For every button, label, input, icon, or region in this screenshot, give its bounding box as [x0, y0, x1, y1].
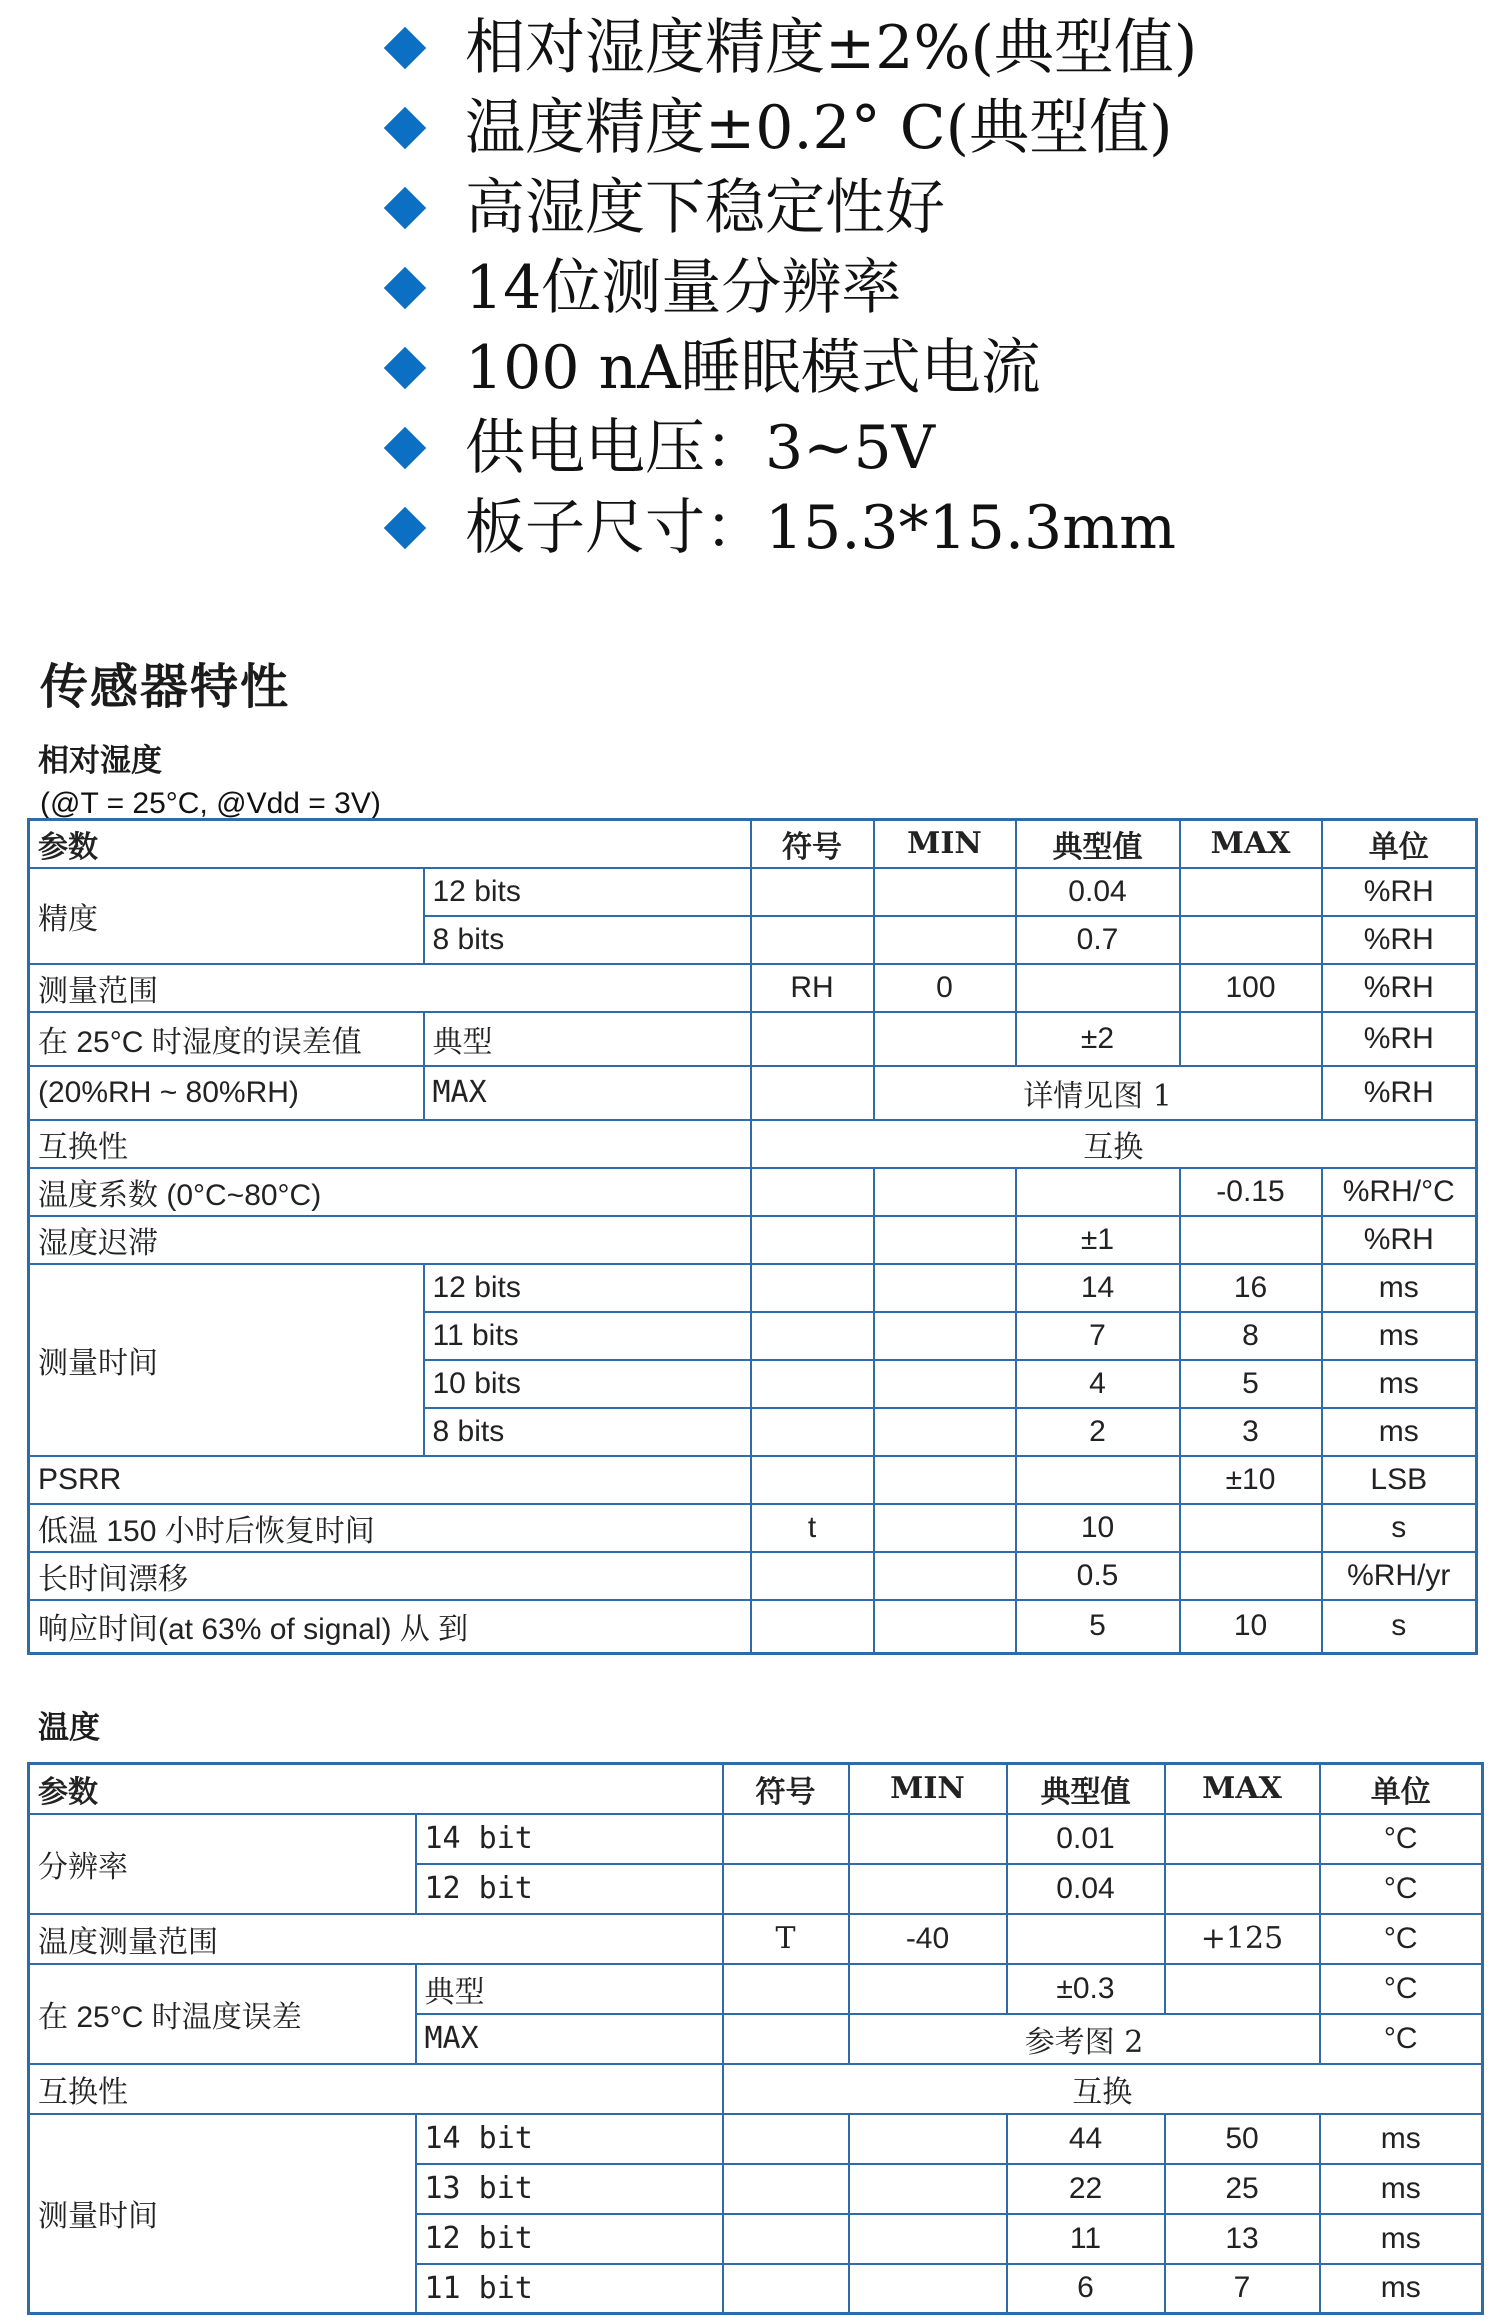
row-sublabel: 典型: [424, 1012, 751, 1066]
cell-min: [874, 1408, 1016, 1456]
row-label: 互换性: [29, 2064, 723, 2114]
row-sublabel: 12 bit: [416, 1864, 723, 1914]
cell-min: [874, 1552, 1016, 1600]
row-label: 低温 150 小时后恢复时间: [29, 1504, 751, 1552]
cell-typ: ±0.3: [1007, 1964, 1165, 2014]
table-row: [29, 868, 1477, 916]
cell-min: [874, 1360, 1016, 1408]
cell-symbol: [723, 1864, 849, 1914]
table-row: [29, 1012, 1477, 1066]
feature-text: 100 nA睡眠模式电流: [465, 333, 1041, 403]
row-sublabel: 11 bits: [424, 1312, 751, 1360]
cell-symbol: T: [723, 1914, 849, 1964]
header-symbol: 符号: [751, 820, 874, 868]
row-sublabel: 8 bits: [424, 916, 751, 964]
cell-interchange: 互换: [751, 1120, 1477, 1168]
cell-typ: 0.7: [1016, 916, 1180, 964]
cell-symbol: [751, 1552, 874, 1600]
diamond-bullet-icon: [384, 27, 426, 69]
cell-unit: °C: [1320, 1964, 1483, 2014]
row-label: 湿度迟滞: [29, 1216, 751, 1264]
diamond-bullet-icon: [384, 507, 426, 549]
cell-symbol: [723, 2114, 849, 2164]
table-row: [29, 1814, 1483, 1864]
cell-symbol: [723, 2214, 849, 2264]
cell-unit: °C: [1320, 1814, 1483, 1864]
cell-min: [874, 1168, 1016, 1216]
row-sublabel: 13 bit: [416, 2164, 723, 2214]
cell-symbol: [751, 916, 874, 964]
cell-typ: 0.04: [1007, 1864, 1165, 1914]
row-sublabel: 典型: [416, 1964, 723, 2014]
row-sublabel: 8 bits: [424, 1408, 751, 1456]
cell-min: [874, 1216, 1016, 1264]
cell-typ: ±1: [1016, 1216, 1180, 1264]
cell-symbol: [751, 868, 874, 916]
rh-condition: (@T = 25°C, @Vdd = 3V): [40, 787, 381, 820]
cell-symbol: [723, 2164, 849, 2214]
cell-max: 100: [1180, 964, 1322, 1012]
feature-text: 温度精度±0.2° C(典型值): [465, 93, 1173, 163]
cell-symbol: RH: [751, 964, 874, 1012]
cell-max: 8: [1180, 1312, 1322, 1360]
diamond-bullet-icon: [384, 267, 426, 309]
cell-typ: [1016, 1168, 1180, 1216]
table-row: [29, 1456, 1477, 1504]
cell-typ: 14: [1016, 1264, 1180, 1312]
cell-typ: ±2: [1016, 1012, 1180, 1066]
cell-typ: [1007, 1914, 1165, 1964]
humidity-spec-table: [27, 818, 1478, 1655]
cell-symbol: [751, 1264, 874, 1312]
cell-max: 7: [1165, 2264, 1320, 2314]
cell-unit: ms: [1322, 1312, 1477, 1360]
cell-max: [1180, 916, 1322, 964]
rh-subtitle: 相对湿度: [38, 743, 162, 779]
row-label: 测量范围: [29, 964, 751, 1012]
table-row: [29, 1216, 1477, 1264]
cell-min: [874, 868, 1016, 916]
temperature-subtitle: 温度: [38, 1710, 100, 1746]
cell-min: [874, 1012, 1016, 1066]
diamond-bullet-icon: [384, 187, 426, 229]
cell-unit: %RH: [1322, 1012, 1477, 1066]
cell-min: [849, 2264, 1007, 2314]
cell-symbol: [751, 1312, 874, 1360]
cell-typ: 11: [1007, 2214, 1165, 2264]
cell-unit: ms: [1322, 1408, 1477, 1456]
table-row: [29, 964, 1477, 1012]
table-row: [29, 1264, 1477, 1312]
header-param: 参数: [29, 820, 751, 868]
row-label: 在 25°C 时湿度的误差值: [29, 1012, 424, 1066]
temperature-spec-table: [27, 1762, 1484, 2315]
cell-unit: °C: [1320, 1864, 1483, 1914]
cell-unit: °C: [1320, 2014, 1483, 2064]
section-title: 传感器特性: [40, 659, 291, 715]
cell-unit: s: [1322, 1600, 1477, 1654]
cell-typ: 0.5: [1016, 1552, 1180, 1600]
cell-unit: ms: [1320, 2214, 1483, 2264]
cell-min: [849, 2114, 1007, 2164]
cell-typ: 10: [1016, 1504, 1180, 1552]
cell-reference: 参考图 2: [849, 2014, 1320, 2064]
row-label: 分辨率: [29, 1814, 416, 1914]
row-sublabel: 12 bits: [424, 1264, 751, 1312]
cell-min: [874, 1264, 1016, 1312]
cell-symbol: [751, 1408, 874, 1456]
row-label: 测量时间: [29, 2114, 416, 2314]
cell-typ: 4: [1016, 1360, 1180, 1408]
cell-typ: 7: [1016, 1312, 1180, 1360]
table-row: [29, 1504, 1477, 1552]
cell-symbol: [751, 1216, 874, 1264]
cell-symbol: [751, 1600, 874, 1654]
row-label: 在 25°C 时温度误差: [29, 1964, 416, 2064]
cell-unit: ms: [1320, 2164, 1483, 2214]
cell-unit: %RH/°C: [1322, 1168, 1477, 1216]
cell-unit: %RH: [1322, 1216, 1477, 1264]
cell-max: 25: [1165, 2164, 1320, 2214]
cell-min: [849, 2164, 1007, 2214]
row-sublabel: 14 bit: [416, 1814, 723, 1864]
cell-max: [1165, 1864, 1320, 1914]
row-sublabel: MAX: [424, 1066, 751, 1120]
feature-text: 相对湿度精度±2%(典型值): [465, 13, 1198, 83]
cell-typ: [1016, 1456, 1180, 1504]
cell-min: -40: [849, 1914, 1007, 1964]
row-label: PSRR: [29, 1456, 751, 1504]
cell-unit: %RH: [1322, 1066, 1477, 1120]
cell-max: +125: [1165, 1914, 1320, 1964]
cell-symbol: [751, 1066, 874, 1120]
table-row: [29, 2064, 1483, 2114]
cell-max: 50: [1165, 2114, 1320, 2164]
cell-max: -0.15: [1180, 1168, 1322, 1216]
cell-symbol: [723, 2014, 849, 2064]
cell-typ: 0.01: [1007, 1814, 1165, 1864]
row-label: 长时间漂移: [29, 1552, 751, 1600]
cell-symbol: [751, 1360, 874, 1408]
cell-max: 3: [1180, 1408, 1322, 1456]
cell-interchange: 互换: [723, 2064, 1483, 2114]
row-label-cont: (20%RH ~ 80%RH): [29, 1066, 424, 1120]
cell-max: [1165, 1814, 1320, 1864]
cell-unit: %RH: [1322, 868, 1477, 916]
table-row: [29, 1914, 1483, 1964]
cell-symbol: [751, 1168, 874, 1216]
cell-unit: %RH: [1322, 916, 1477, 964]
cell-max: ±10: [1180, 1456, 1322, 1504]
table-header-row: [29, 820, 1477, 868]
cell-min: [874, 1456, 1016, 1504]
table-row: [29, 1168, 1477, 1216]
cell-unit: ms: [1320, 2264, 1483, 2314]
cell-symbol: [751, 1456, 874, 1504]
cell-unit: %RH/yr: [1322, 1552, 1477, 1600]
cell-max: [1180, 1012, 1322, 1066]
diamond-bullet-icon: [384, 347, 426, 389]
row-label: 测量时间: [29, 1264, 424, 1456]
cell-max: 10: [1180, 1600, 1322, 1654]
cell-min: [874, 1312, 1016, 1360]
header-typ: 典型值: [1016, 820, 1180, 868]
header-symbol: 符号: [723, 1764, 849, 1814]
feature-text: 供电电压：3~5V: [465, 413, 935, 483]
row-label: 互换性: [29, 1120, 751, 1168]
cell-unit: ms: [1322, 1264, 1477, 1312]
header-unit: 单位: [1320, 1764, 1483, 1814]
row-sublabel: 14 bit: [416, 2114, 723, 2164]
cell-max: [1180, 1552, 1322, 1600]
header-param: 参数: [29, 1764, 723, 1814]
cell-min: [849, 1864, 1007, 1914]
row-sublabel: 10 bits: [424, 1360, 751, 1408]
table-row: [29, 2114, 1483, 2164]
cell-typ: 44: [1007, 2114, 1165, 2164]
row-sublabel: 12 bit: [416, 2214, 723, 2264]
header-min: MIN: [849, 1764, 1007, 1814]
cell-unit: ms: [1320, 2114, 1483, 2164]
feature-text: 14位测量分辨率: [465, 253, 902, 323]
cell-min: [849, 1964, 1007, 2014]
row-sublabel: 12 bits: [424, 868, 751, 916]
diamond-bullet-icon: [384, 107, 426, 149]
cell-min: 0: [874, 964, 1016, 1012]
cell-min: [849, 1814, 1007, 1864]
row-sublabel: MAX: [416, 2014, 723, 2064]
cell-typ: 6: [1007, 2264, 1165, 2314]
table-row: [29, 1964, 1483, 2014]
row-label: 温度测量范围: [29, 1914, 723, 1964]
feature-text: 板子尺寸：15.3*15.3mm: [465, 493, 1176, 563]
header-min: MIN: [874, 820, 1016, 868]
cell-unit: ms: [1322, 1360, 1477, 1408]
header-max: MAX: [1180, 820, 1322, 868]
cell-unit: %RH: [1322, 964, 1477, 1012]
cell-reference: 详情见图 1: [874, 1066, 1322, 1120]
cell-symbol: [723, 2264, 849, 2314]
cell-max: [1165, 1964, 1320, 2014]
cell-symbol: [723, 1964, 849, 2014]
cell-typ: 2: [1016, 1408, 1180, 1456]
row-label: 精度: [29, 868, 424, 964]
header-typ: 典型值: [1007, 1764, 1165, 1814]
row-sublabel: 11 bit: [416, 2264, 723, 2314]
cell-max: 13: [1165, 2214, 1320, 2264]
cell-max: [1180, 1216, 1322, 1264]
cell-max: 16: [1180, 1264, 1322, 1312]
row-label: 温度系数 (0°C~80°C): [29, 1168, 751, 1216]
table-row: [29, 1552, 1477, 1600]
cell-max: [1180, 868, 1322, 916]
cell-typ: 22: [1007, 2164, 1165, 2214]
header-unit: 单位: [1322, 820, 1477, 868]
cell-min: [874, 1600, 1016, 1654]
header-max: MAX: [1165, 1764, 1320, 1814]
cell-typ: [1016, 964, 1180, 1012]
feature-text: 高湿度下稳定性好: [465, 173, 945, 243]
cell-typ: 5: [1016, 1600, 1180, 1654]
cell-unit: LSB: [1322, 1456, 1477, 1504]
cell-min: [874, 916, 1016, 964]
row-label: 响应时间(at 63% of signal) 从 到: [29, 1600, 751, 1654]
cell-min: [874, 1504, 1016, 1552]
cell-symbol: t: [751, 1504, 874, 1552]
cell-symbol: [723, 1814, 849, 1864]
cell-typ: 0.04: [1016, 868, 1180, 916]
table-row: [29, 1066, 1477, 1120]
cell-symbol: [751, 1012, 874, 1066]
cell-unit: °C: [1320, 1914, 1483, 1964]
cell-max: 5: [1180, 1360, 1322, 1408]
table-row: [29, 1120, 1477, 1168]
cell-max: [1180, 1504, 1322, 1552]
cell-min: [849, 2214, 1007, 2264]
diamond-bullet-icon: [384, 427, 426, 469]
table-header-row: [29, 1764, 1483, 1814]
cell-unit: s: [1322, 1504, 1477, 1552]
table-row: [29, 1600, 1477, 1654]
